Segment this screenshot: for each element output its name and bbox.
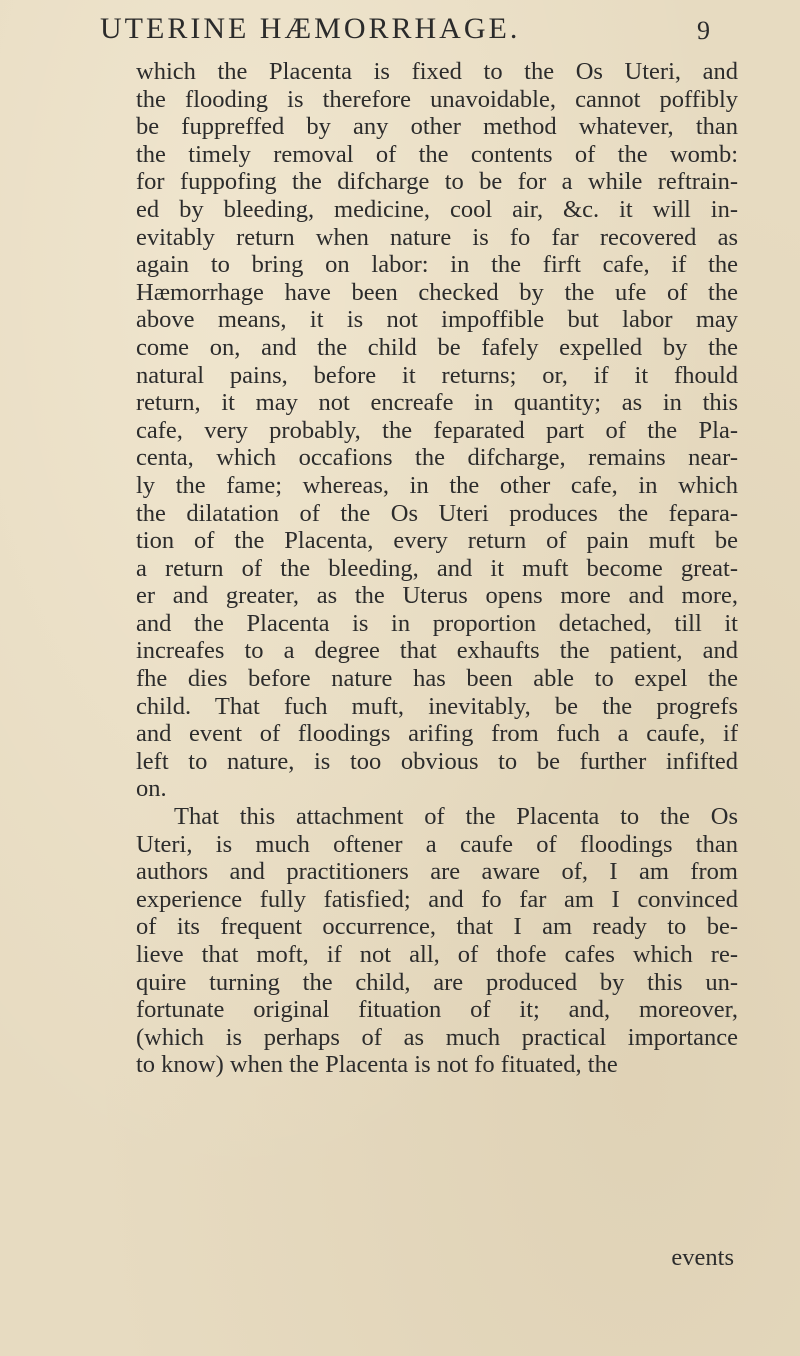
text-line: for fuppofing the difcharge to be for a while reftrain- xyxy=(136,168,738,196)
text-line: the timely removal of the contents of the womb: xyxy=(136,140,738,168)
page-header xyxy=(100,12,710,56)
page-number: 9 xyxy=(697,16,710,45)
text-line: authors and practitioners are aware of, I am from xyxy=(136,858,738,886)
text-line: That this attachment of the Placenta to the Os xyxy=(174,803,738,831)
text-line: (which is perhaps of as much practical importance xyxy=(136,1023,738,1051)
text-line: left to nature, is too obvious to be further infifted xyxy=(136,747,738,775)
running-title: UTERINE HÆMORRHAGE. xyxy=(100,12,521,45)
text-line: come on, and the child be fafely expelled by the xyxy=(136,333,738,361)
text-line: of its frequent occurrence, that I am ready to be- xyxy=(136,913,738,941)
text-line: fhe dies before nature has been able to expel the xyxy=(136,665,738,693)
text-line: child. That fuch muft, inevitably, be the progrefs xyxy=(136,692,738,720)
text-line: a return of the bleeding, and it muft become great- xyxy=(136,554,738,582)
text-line: quire turning the child, are produced by this un- xyxy=(136,968,738,996)
text-line: be fuppreffed by any other method whatever, than xyxy=(136,113,738,141)
text-line: cafe, very probably, the feparated part of the Pla- xyxy=(136,416,738,444)
text-line: to know) when the Placenta is not fo fituated, the xyxy=(136,1051,618,1079)
text-line: Uteri, is much oftener a caufe of floodings than xyxy=(136,830,738,858)
catchword: events xyxy=(671,1244,734,1271)
text-line: evitably return when nature is fo far recovered as xyxy=(136,223,738,251)
text-line: increafes to a degree that exhaufts the patient, and xyxy=(136,637,738,665)
text-line: natural pains, before it returns; or, if it fhould xyxy=(136,361,738,389)
text-line: and event of floodings arifing from fuch a caufe, if xyxy=(136,720,738,748)
text-line: experience fully fatisfied; and fo far am I convinced xyxy=(136,885,738,913)
text-line: above means, it is not impoffible but labor may xyxy=(136,306,738,334)
body-text xyxy=(136,58,738,1079)
text-line: tion of the Placenta, every return of pain muft be xyxy=(136,527,738,555)
text-line: the dilatation of the Os Uteri produces the fepara- xyxy=(136,499,738,527)
text-line: which the Placenta is fixed to the Os Uteri, and xyxy=(136,58,738,85)
text-line: again to bring on labor: in the firft cafe, if the xyxy=(136,251,738,279)
text-line: fortunate original fituation of it; and, moreover, xyxy=(136,996,738,1024)
text-line: lieve that moft, if not all, of thofe cafes which re- xyxy=(136,941,738,968)
text-line: on. xyxy=(136,775,167,803)
text-line: the flooding is therefore unavoidable, cannot poffibly xyxy=(136,85,738,113)
text-line: and the Placenta is in proportion detached, till it xyxy=(136,609,738,637)
text-line: er and greater, as the Uterus opens more and more, xyxy=(136,582,738,610)
text-line: centa, which occafions the difcharge, remains near- xyxy=(136,444,738,472)
text-line: return, it may not encreafe in quantity; as in this xyxy=(136,389,738,417)
text-line: Hæmorrhage have been checked by the ufe of the xyxy=(136,278,738,306)
text-line: ly the fame; whereas, in the other cafe, in which xyxy=(136,471,738,499)
text-line: ed by bleeding, medicine, cool air, &c. it will in- xyxy=(136,195,738,223)
